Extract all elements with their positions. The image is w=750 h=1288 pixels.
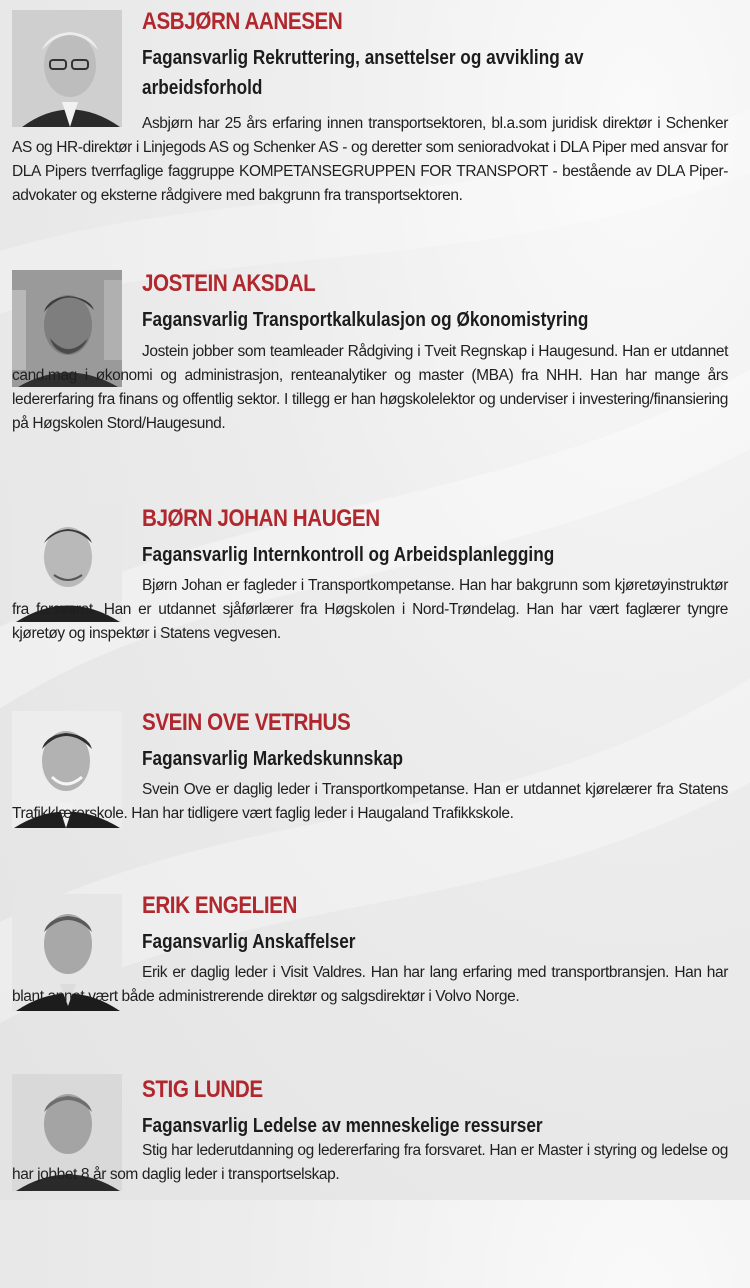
person-bio-text: Erik er daglig leder i Visit Valdres. Han har lang erfaring med transportbransjen. Han har blant annet vært både administrerende direktør og salgsdirektør i Volvo Norge. (12, 964, 728, 1005)
profile-card (0, 0, 750, 220)
profile-card (0, 262, 750, 482)
person-bio (12, 574, 728, 646)
person-bio (12, 1139, 728, 1187)
person-bio-text: Asbjørn har 25 års erfaring innen transportsektoren, bl.a.som juridisk direktør i Schenker AS og HR-direktør i Linjegods AS og Schenker AS - og deretter som senioradvokat i DLA Piper med ansvar for DLA Pipers tverrfaglige faggruppe KOMPETANSEGRUPPEN FOR TRANSPORT - bestående av DLA Piper-advokater og eksterne rådgivere med bakgrunn fra transportsektoren. (12, 115, 728, 204)
profile-card (0, 1068, 750, 1288)
person-name: ERIK ENGELIEN (142, 892, 297, 919)
person-bio (12, 778, 728, 826)
profile-card (0, 497, 750, 717)
person-name: SVEIN OVE VETRHUS (142, 709, 351, 736)
person-bio-text: Jostein jobber som teamleader Rådgiving i Tveit Regnskap i Haugesund. Han er utdannet cand.mag i økonomi og administrasjon, renteanalytiker og master (MBA) fra NHH. Han har mange års ledererfaring fra finans og offentlig sektor. I tillegg er han høgskolelektor og underviser i investering/finansiering på Høgskolen Stord/Haugesund. (12, 343, 728, 432)
person-role: Fagansvarlig Anskaffelser (142, 931, 356, 953)
person-name: STIG LUNDE (142, 1076, 263, 1103)
person-role: Fagansvarlig Internkontroll og Arbeidsplanlegging (142, 544, 555, 566)
person-bio-text: Bjørn Johan er fagleder i Transportkompetanse. Han har bakgrunn som kjøretøyinstruktør fra forsvaret. Han er utdannet sjåførlærer fra Høgskolen i Nord-Trøndelag. Han har vært faglærer tyngre kjøretøy og inspektør i Statens vegvesen. (12, 577, 728, 642)
person-name: ASBJØRN AANESEN (142, 8, 343, 35)
person-bio-text: Svein Ove er daglig leder i Transportkompetanse. Han er utdannet kjørelærer fra Statens Trafikklærerskole. Han har tidligere vært faglig leder i Haugaland Trafikkskole. (12, 781, 728, 822)
person-name: JOSTEIN AKSDAL (142, 270, 316, 297)
person-name: BJØRN JOHAN HAUGEN (142, 505, 380, 532)
person-role: Fagansvarlig Ledelse av menneskelige ressurser (142, 1115, 543, 1137)
person-role: Fagansvarlig Transportkalkulasjon og Økonomistyring (142, 309, 589, 331)
person-role: Fagansvarlig Rekruttering, ansettelser og avvikling av arbeidsforhold (142, 47, 584, 99)
person-bio (12, 961, 728, 1009)
person-bio (12, 112, 728, 208)
person-role: Fagansvarlig Markedskunnskap (142, 748, 403, 770)
person-bio (12, 340, 728, 436)
person-bio-text: Stig har lederutdanning og ledererfaring fra forsvaret. Han er Master i styring og ledelse og har jobbet 8 år som daglig leder i transportselskap. (12, 1142, 728, 1183)
portrait-photo (12, 10, 122, 127)
